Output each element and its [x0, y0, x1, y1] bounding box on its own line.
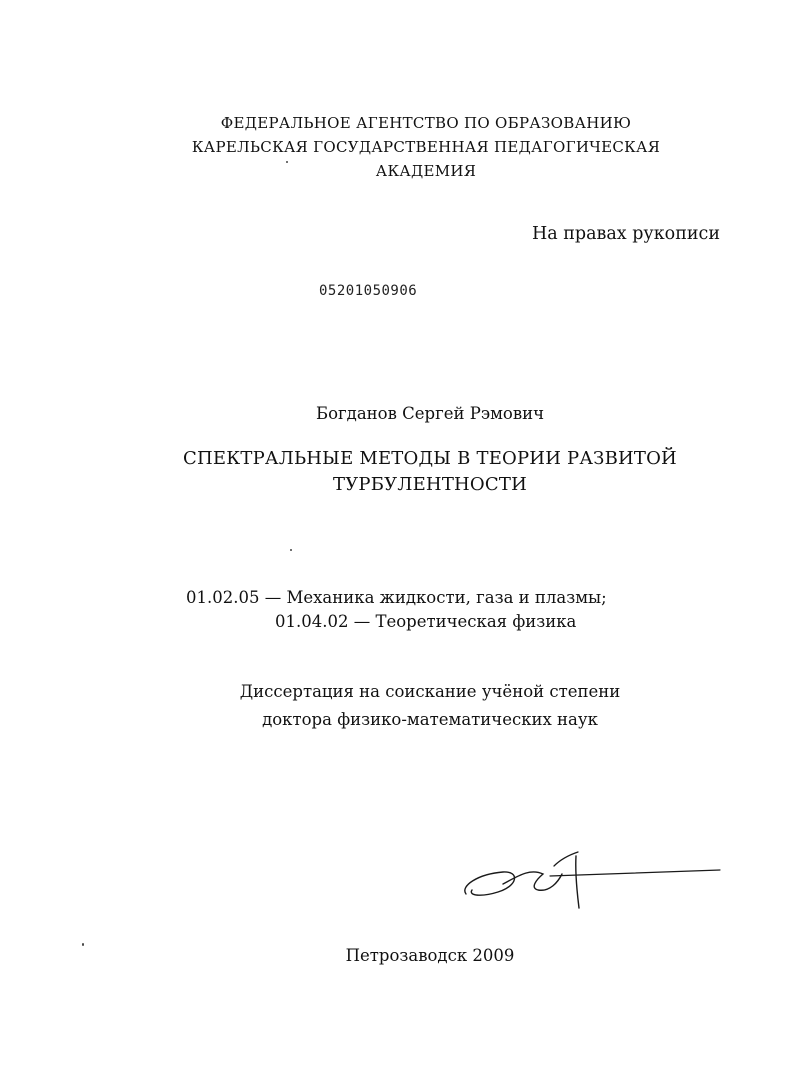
- header-academy: КАРЕЛЬСКАЯ ГОСУДАРСТВЕННАЯ ПЕДАГОГИЧЕСКАЯ: [191, 138, 661, 156]
- scan-speck: [290, 549, 292, 551]
- thesis-title-line2: ТУРБУЛЕНТНОСТИ: [333, 474, 527, 495]
- author-name: Богданов Сергей Рэмович: [315, 404, 545, 423]
- dissertation-line1: Диссертация на соискание учёной степени: [239, 682, 621, 701]
- scan-speck: [286, 161, 288, 163]
- manuscript-note: На правах рукописи: [531, 224, 720, 244]
- specialty-2: 01.04.02 — Теоретическая физика: [275, 612, 577, 631]
- scan-speck: [82, 943, 84, 946]
- header-academy-cont: АКАДЕМИЯ: [375, 162, 477, 180]
- dissertation-line2: доктора физико-математических наук: [262, 710, 598, 729]
- handwritten-signature: [458, 846, 728, 916]
- specialty-1: 01.02.05 — Механика жидкости, газа и плазмы;: [186, 588, 607, 607]
- catalog-number: 05201050906: [319, 283, 418, 299]
- thesis-title-line1: СПЕКТРАЛЬНЫЕ МЕТОДЫ В ТЕОРИИ РАЗВИТОЙ: [183, 448, 677, 469]
- city-year: Петрозаводск 2009: [345, 946, 515, 965]
- header-agency: ФЕДЕРАЛЬНОЕ АГЕНТСТВО ПО ОБРАЗОВАНИЮ: [220, 114, 632, 132]
